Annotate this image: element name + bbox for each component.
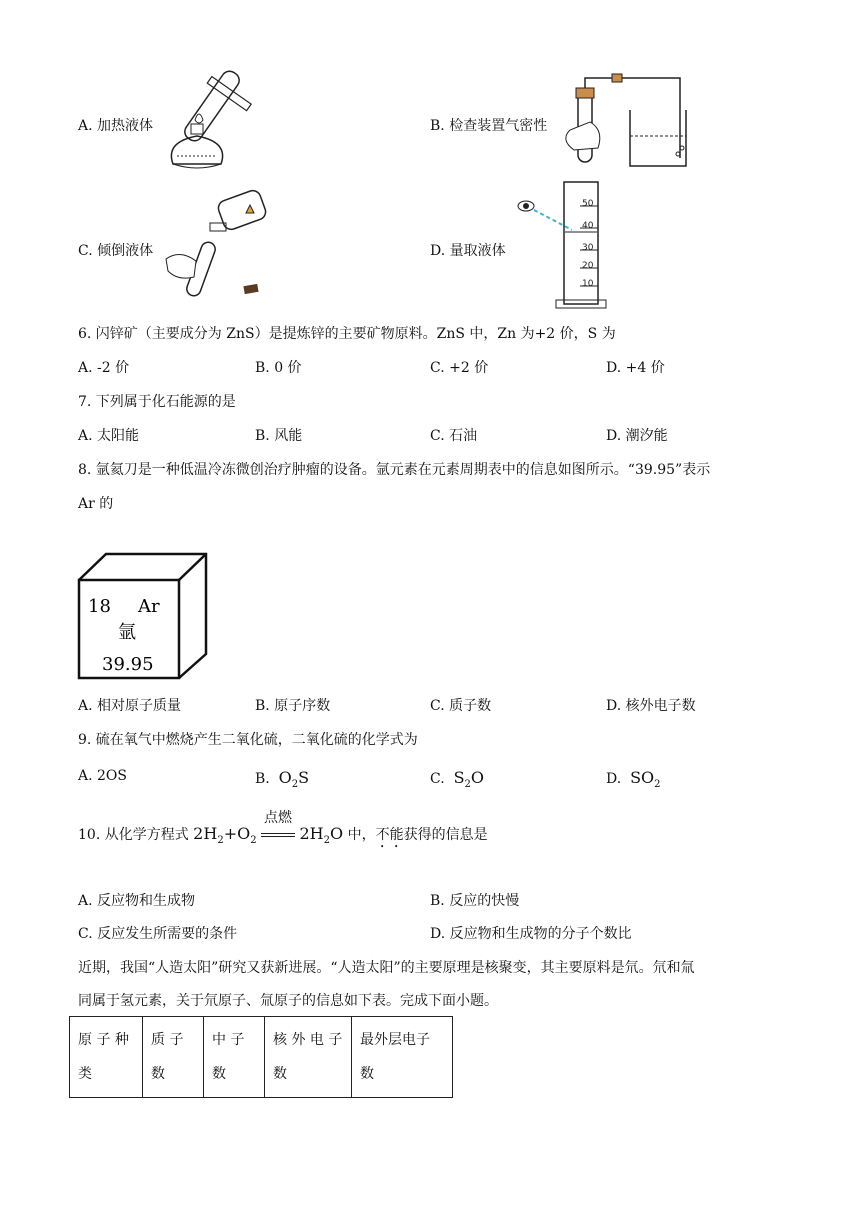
q8-option-a: A. 相对原子质量: [78, 698, 182, 714]
table-header-row: [70, 1017, 453, 1098]
q10-emphasis: 不能: [375, 827, 404, 843]
tick-20: 20: [582, 261, 594, 271]
q10-option-d: D. 反应物和生成物的分子个数比: [430, 926, 632, 942]
q10-option-b: B. 反应的快慢: [430, 893, 520, 909]
table-header-cell: 原 子 种 类: [70, 1017, 143, 1098]
passage-line2: 同属于氢元素，关于氘原子、氚原子的信息如下表。完成下面小题。: [78, 993, 498, 1009]
tick-40: 40: [582, 221, 594, 231]
option-d-label: D. 量取液体: [430, 243, 506, 259]
q7-option-a: A. 太阳能: [78, 428, 140, 444]
tick-30: 30: [582, 243, 594, 253]
option-a-label: A. 加热液体: [78, 118, 154, 134]
element-mass: 39.95: [102, 654, 154, 675]
q6-option-c: C. +2 价: [430, 360, 489, 376]
element-symbol: Ar: [138, 596, 160, 617]
tick-50: 50: [582, 199, 594, 209]
q6-option-b: B. 0 价: [255, 360, 302, 376]
table-header-cell: 核 外 电 子 数: [265, 1017, 352, 1098]
periodic-element-card: [76, 552, 210, 682]
table-header-cell: 最外层电子 数: [352, 1017, 453, 1098]
passage-line1: 近期，我国“人造太阳”研究又获新进展。“人造太阳”的主要原理是核聚变，其主要原料是氘。氘和氚: [78, 960, 695, 976]
table-header-cell: 中 子 数: [204, 1017, 265, 1098]
airtightness-check-figure: [560, 70, 690, 170]
q7-option-d: D. 潮汐能: [606, 428, 668, 444]
reaction-condition: 点燃: [264, 810, 293, 826]
graduated-cylinder-figure: [510, 178, 610, 310]
q9-stem: 9. 硫在氧气中燃烧产生二氧化硫，二氧化硫的化学式为: [78, 732, 418, 748]
pouring-liquid-figure: [160, 185, 270, 305]
q9-option-c: C. $S_2O$: [430, 768, 485, 791]
heating-liquid-figure: [155, 62, 255, 180]
option-b-label: B. 检查装置气密性: [430, 118, 548, 134]
q7-option-c: C. 石油: [430, 428, 478, 444]
q9-option-d: D. $SO_2$: [606, 768, 661, 791]
option-c-label: C. 倾倒液体: [78, 243, 154, 259]
q8-option-b: B. 原子序数: [255, 698, 331, 714]
q10-option-c: C. 反应发生所需要的条件: [78, 926, 238, 942]
q8-stem-line2: Ar 的: [78, 496, 114, 512]
q7-stem: 7. 下列属于化石能源的是: [78, 394, 236, 410]
table-header-cell: 质 子 数: [143, 1017, 204, 1098]
q6-stem: 6. 闪锌矿（主要成分为 ZnS）是提炼锌的主要矿物原料。ZnS 中，Zn 为+2 价，S 为: [78, 326, 616, 342]
tick-10: 10: [582, 279, 594, 289]
q6-option-a: A. -2 价: [78, 360, 130, 376]
element-name: 氩: [118, 622, 136, 643]
q8-stem-line1: 8. 氩氦刀是一种低温冷冻微创治疗肿瘤的设备。氩元素在元素周期表中的信息如图所示。“39.95”表示: [78, 462, 711, 478]
q10-option-a: A. 反应物和生成物: [78, 893, 196, 909]
atom-info-table: [69, 1016, 453, 1098]
q8-option-d: D. 核外电子数: [606, 698, 696, 714]
q9-option-a: A. 2OS: [78, 768, 127, 784]
q9-option-b: B. $O_2S$: [255, 768, 310, 791]
q7-option-b: B. 风能: [255, 428, 303, 444]
q10-stem: 10. 从化学方程式 $2H_2+O_2$ 点燃 $2H_2O$ 中，不能获得的信息是: [78, 824, 488, 851]
q6-option-d: D. +4 价: [606, 360, 665, 376]
element-number: 18: [88, 596, 111, 617]
q8-option-c: C. 质子数: [430, 698, 492, 714]
